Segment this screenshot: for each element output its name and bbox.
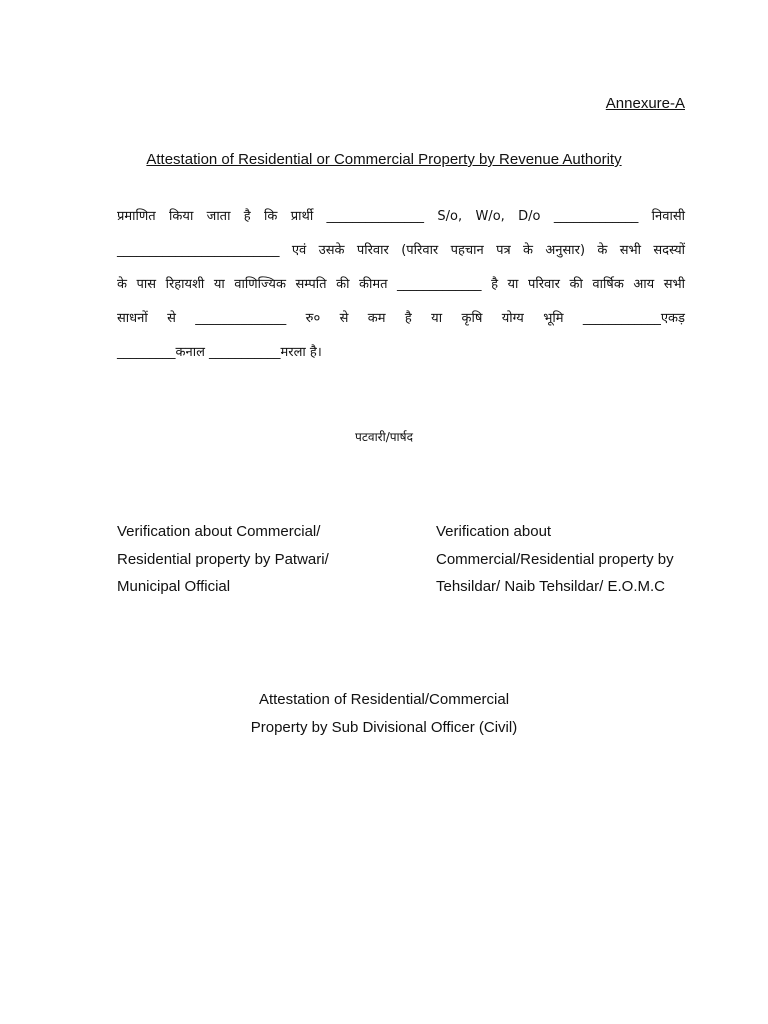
paragraph-line: साधनों से ______________ रु० से कम है या कृषि योग्य भूमि ____________एकड़ — [117, 311, 685, 326]
paragraph-line: _________________________ एवं उसके परिवार (परिवार पहचान पत्र के अनुसार) के सभी सदस्यों — [117, 243, 685, 258]
attestation-paragraph — [117, 200, 685, 370]
annexure-label: Annexure-A — [605, 95, 685, 112]
patwari-signature-label: पटवारी/पार्षद — [355, 430, 413, 444]
tehsildar-verification-block — [436, 518, 706, 601]
paragraph-line: के पास रिहायशी या वाणिज्यिक सम्पति की कीमत _____________ है या परिवार की वार्षिक आय सभी — [117, 277, 685, 292]
paragraph-line: प्रमाणित किया जाता है कि प्रार्थी _______________ S/o, W/o, D/o _____________ निवासी — [117, 209, 685, 224]
verification-line: Municipal Official — [117, 578, 231, 595]
verification-line: Commercial/Residential property by — [436, 550, 674, 568]
paragraph-line: _________कनाल ___________मरला है। — [117, 345, 322, 360]
verification-line: Tehsildar/ Naib Tehsildar/ E.O.M.C — [436, 578, 665, 595]
attestation-line: Attestation of Residential/Commercial — [258, 691, 510, 708]
sdo-attestation-block — [0, 686, 768, 741]
attestation-line: Property by Sub Divisional Officer (Civil) — [250, 718, 518, 736]
verification-line: Residential property by Patwari/ — [117, 550, 329, 568]
document-title: Attestation of Residential or Commercial Property by Revenue Authority — [146, 151, 622, 168]
patwari-verification-block — [117, 518, 407, 601]
verification-line: Verification about Commercial/ — [117, 523, 321, 540]
verification-line: Verification about — [436, 523, 552, 540]
